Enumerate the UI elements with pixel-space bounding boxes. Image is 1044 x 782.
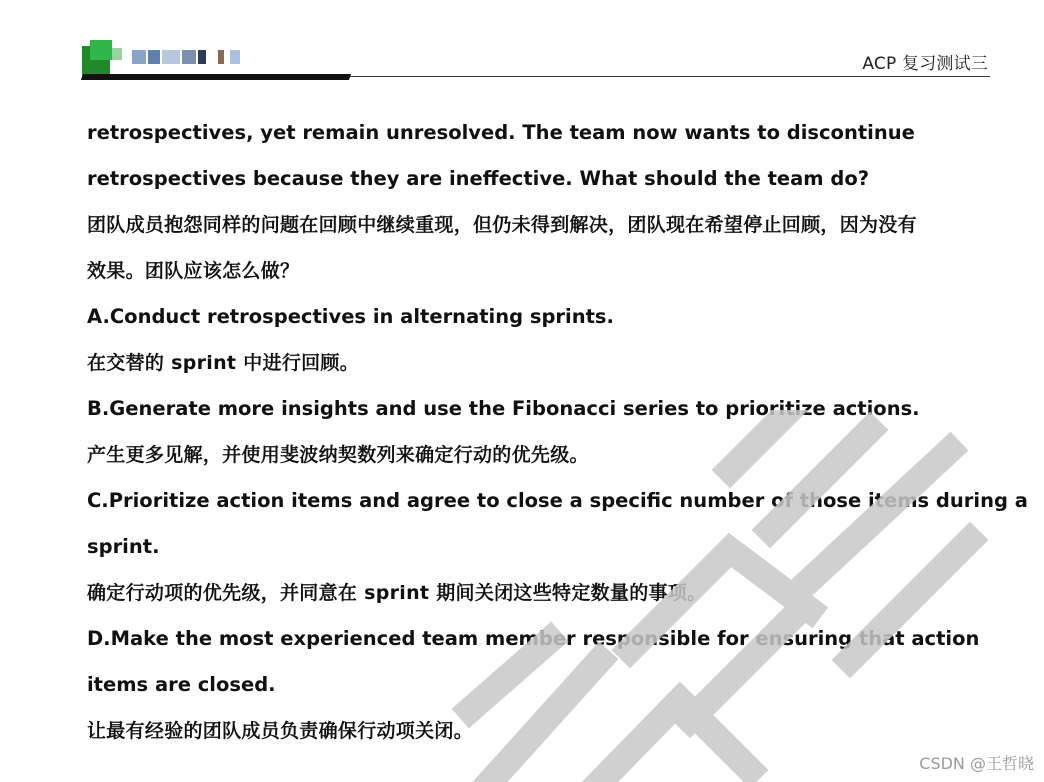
option-a: A.Conduct retrospectives in alternating sprints. (87, 305, 614, 328)
question-line: retrospectives, yet remain unresolved. The team now wants to discontinue (87, 121, 915, 144)
option-d-translation: 让最有经验的团队成员负责确保行动项关闭。 (87, 720, 474, 742)
option-b: B.Generate more insights and use the Fibonacci series to prioritize actions. (87, 397, 920, 420)
option-d-continued: items are closed. (87, 673, 276, 696)
option-a-translation: 在交替的 sprint 中进行回顾。 (87, 352, 360, 374)
blurred-brand-name (132, 50, 242, 66)
page-header (82, 36, 990, 84)
header-title: ACP 复习测试三 (862, 54, 988, 74)
option-c: C.Prioritize action items and agree to close a specific number of those items during a (87, 489, 1028, 512)
header-rule-accent (81, 74, 351, 80)
question-translation-line: 效果。团队应该怎么做？ (87, 260, 300, 282)
option-c-translation: 确定行动项的优先级，并同意在 sprint 期间关闭这些特定数量的事项。 (87, 582, 707, 604)
option-d: D.Make the most experienced team member responsible for ensuring that action (87, 627, 980, 650)
csdn-watermark: CSDN @王哲晓 (919, 754, 1034, 773)
document-body (87, 110, 1028, 754)
question-line: retrospectives because they are ineffective. What should the team do? (87, 167, 870, 190)
option-b-translation: 产生更多见解，并使用斐波纳契数列来确定行动的优先级。 (87, 444, 589, 466)
option-c-continued: sprint. (87, 535, 160, 558)
question-translation-line: 团队成员抱怨同样的问题在回顾中继续重现，但仍未得到解决，团队现在希望停止回顾，因为没有 (87, 214, 917, 236)
